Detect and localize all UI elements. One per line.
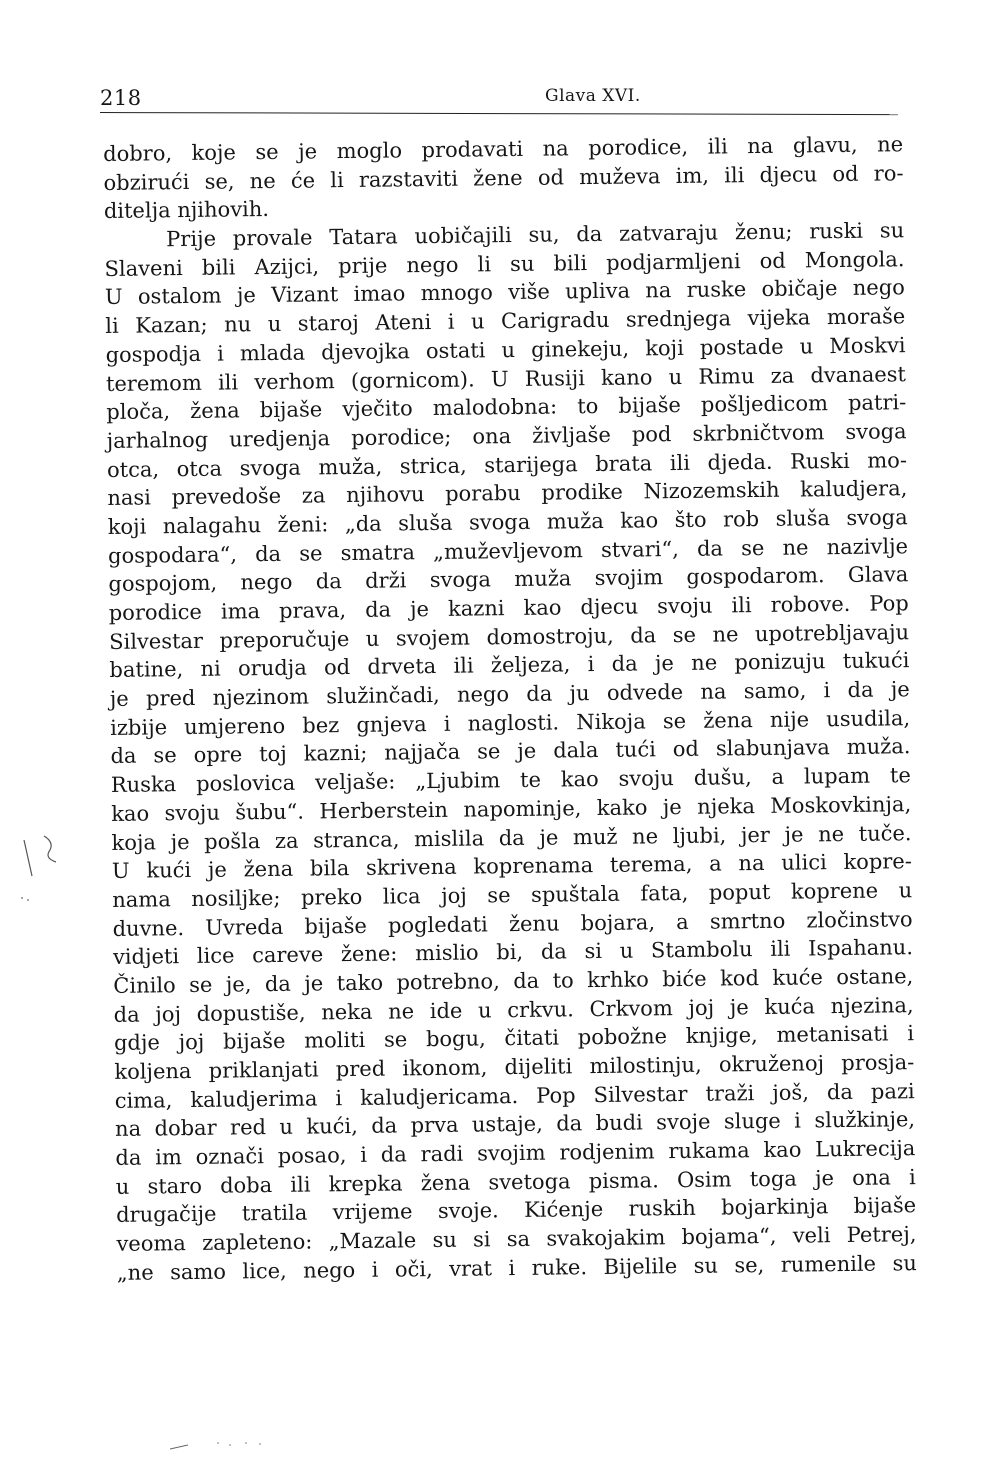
- text-line: ploča, žena bijaše vječito malodobna: to bijaše pošljedicom patri-: [106, 390, 907, 425]
- text-line: gospojom, nego da drži svoga muža svojim gospodarom. Glava: [108, 562, 909, 597]
- text-line: da im označi posao, i da radi svojim rodjenim rukama kao Lukrecija: [115, 1136, 916, 1170]
- text-line: u staro doba ili krepka žena svetoga pisma. Osim toga je ona i: [115, 1164, 916, 1199]
- text-line: „ne samo lice, nego i oči, vrat i ruke. Bijelile su se, rumenile su: [116, 1250, 917, 1285]
- text-line: izbije umjereno bez gnjeva i naglosti. Nikoja se žena nije usudila,: [110, 705, 911, 740]
- page-header: [100, 82, 900, 112]
- running-head: Glava XVI.: [545, 86, 641, 106]
- text-line: U ostalom je Vizant imao mnogo više upliva na ruske običaje nego: [104, 275, 906, 310]
- text-line: otca, otca svoga muža, strica, starijega brata ili djeda. Ruski mo-: [106, 447, 908, 482]
- bottom-smudge: [168, 1435, 288, 1455]
- text-line: Prije provale Tatara uobičajili su, da zatvaraju ženu; ruski su: [166, 218, 905, 252]
- text-line: koljena priklanjati pred ikonom, dijeliti milostinju, okruženoj prosja-: [114, 1050, 915, 1084]
- text-line: je pred njezinom služinčadi, nego da ju odvede na samo, i da je: [109, 677, 910, 712]
- text-line: jarhalnog uredjenja porodice; ona življaše pod skrbničtvom svoga: [106, 419, 907, 453]
- text-line: na dobar red u kući, da prva ustaje, da budi svoje sluge i služkinje,: [114, 1107, 916, 1142]
- margin-marks: [14, 828, 74, 908]
- page-number: 218: [100, 86, 142, 110]
- text-line: Ruska poslovica veljaše: „Ljubim te kao svoju dušu, a lupam te: [110, 763, 911, 798]
- text-line: gdje joj bijaše moliti se bogu, čitati pobožne knjige, metanisati i: [113, 1021, 915, 1056]
- text-line: obzirući se, ne će li razstaviti žene od muževa im, ili djecu od ro-: [103, 160, 904, 195]
- text-line: li Kazan; nu u staroj Ateni i u Carigradu srednjega vijeka moraše: [105, 304, 906, 339]
- pencil-mark-icon: [14, 828, 74, 908]
- body-text: [103, 130, 917, 1287]
- text-line: cima, kaludjerima i kaludjericama. Pop Silvestar traži još, da pazi: [114, 1078, 915, 1113]
- text-line: batine, ni orudja od drveta ili željeza, i da je ne ponizuju tukući: [109, 648, 910, 683]
- text-line: Silvestar preporučuje u svojem domostroju, da se ne upotrebljavaju: [108, 619, 910, 654]
- text-line: drugačije tratila vrijeme svoje. Kićenje ruskih bojarkinja bijaše: [115, 1193, 917, 1228]
- text-line: koja je pošla za stranca, mislila da je muž ne ljubi, jer je ne tuče.: [111, 820, 912, 855]
- text-line: U kući je žena bila skrivena koprenama terema, a na ulici kopre-: [111, 849, 913, 884]
- text-line: gospodja i mlada djevojka ostati u ginekeju, koji postade u Moskvi: [105, 333, 906, 367]
- text-line: teremom ili verhom (gornicom). U Rusiji kano u Rimu za dvanaest: [105, 361, 907, 396]
- text-line: koji nalagahu ženi: „da sluša svoga muža kao što rob sluša svoga: [107, 505, 908, 539]
- text-line: ditelja njihovih.: [103, 197, 270, 224]
- text-line: da joj dopustiše, neka ne ide u crkvu. Crkvom joj je kuća njezina,: [113, 992, 914, 1027]
- text-line: Slaveni bili Azijci, prije nego li su bili podjarmljeni od Mongola.: [104, 246, 905, 281]
- text-line: dobro, koje se je moglo prodavati na porodice, ili na glavu, ne: [103, 132, 904, 166]
- text-line: gospodara“, da se smatra „muževljevom stvari“, da se ne nazivlje: [107, 533, 909, 568]
- header-rule: [100, 112, 898, 115]
- text-line: vidjeti lice careve žene: mislio bi, da si u Stambolu ili Ispahanu.: [112, 935, 914, 970]
- text-line: porodice ima prava, da je kazni kao djecu svoju ili robove. Pop: [108, 591, 909, 625]
- text-line: nasi prevedoše za njihovu porabu prodike Nizozemskih kaludjera,: [107, 476, 908, 511]
- text-line: veoma zapleteno: „Mazale su si sa svakojakim bojama“, veli Petrej,: [116, 1222, 917, 1257]
- text-line: kao svoju šubu“. Herberstein napominje, kako je njeka Moskovkinja,: [111, 791, 912, 826]
- text-line: nama nosiljke; preko lica joj se spuštala fata, poput koprene u: [112, 878, 913, 912]
- text-line: da se opre toj kazni; najjača se je dala tući od slabunjava muža.: [110, 734, 911, 769]
- text-line: duvne. Uvreda bijaše pogledati ženu bojara, a smrtno zločinstvo: [112, 906, 913, 941]
- text-line: Činilo se je, da je tako potrebno, da to krhko biće kod kuće ostane,: [113, 964, 914, 998]
- scan-noise-icon: [168, 1435, 288, 1455]
